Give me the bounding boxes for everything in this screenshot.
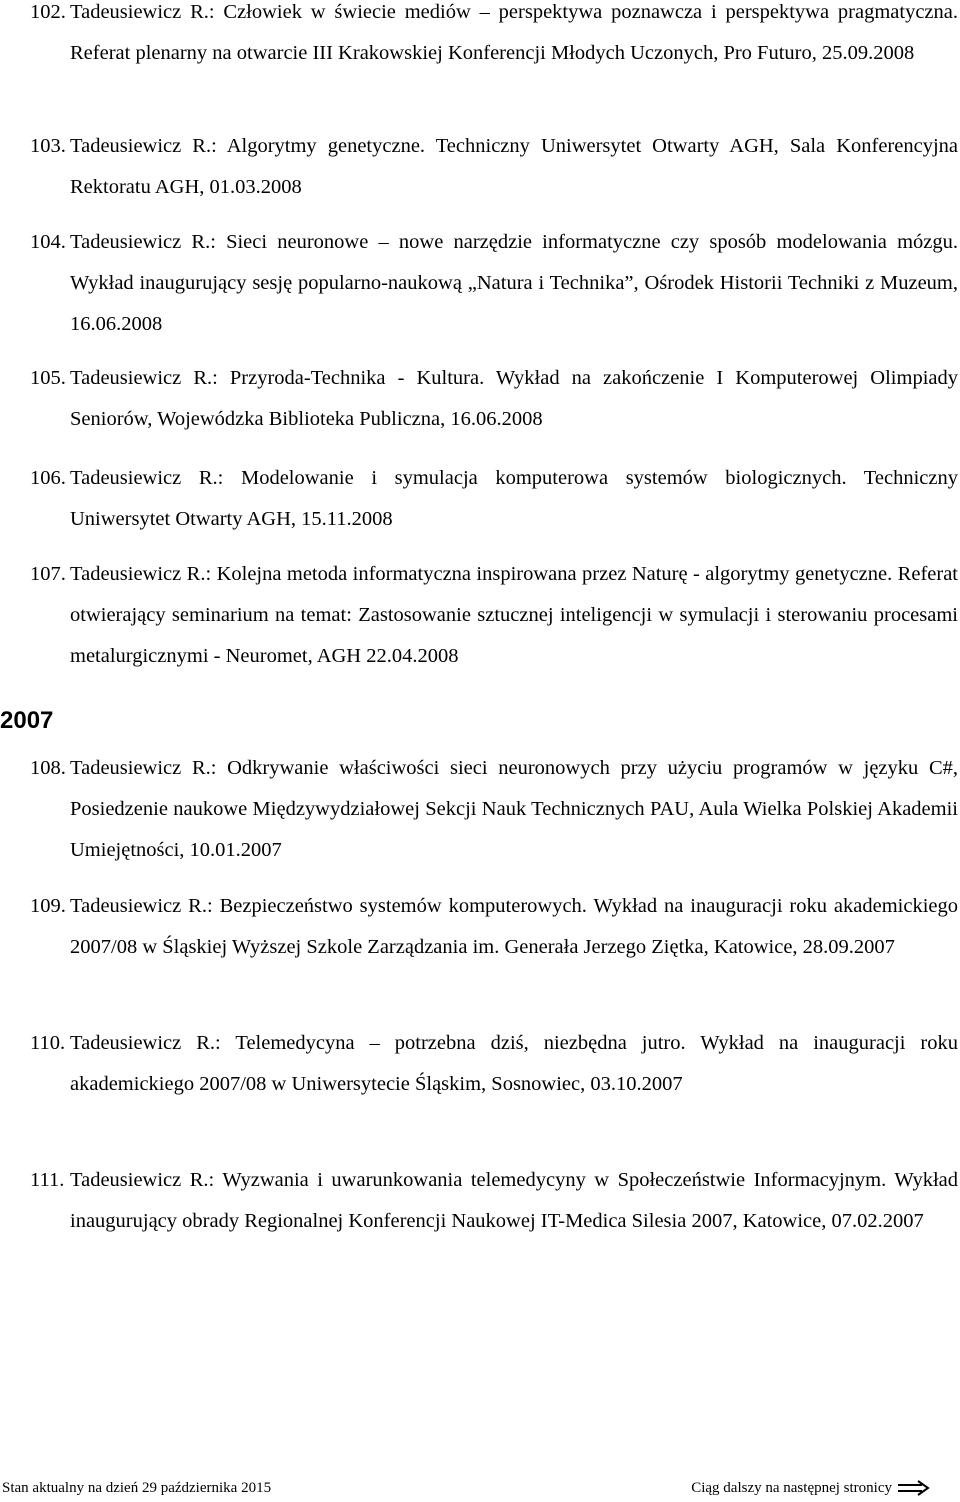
- entry-number: 111.: [30, 1169, 65, 1191]
- footer-continued: [691, 1478, 932, 1498]
- entry-111: [30, 1160, 958, 1242]
- entry-text: Tadeusiewicz R.: Kolejna metoda informatyczna inspirowana przez Naturę - algorytmy genetyczne. Referat otwierający seminarium na temat: Zastosowanie sztucznej inteligencji w symulacji i sterowaniu procesami metalurgicznymi - Neuromet, AGH 22.04.2008: [70, 563, 958, 667]
- entry-number: 110.: [30, 1032, 66, 1054]
- entry-text: Tadeusiewicz R.: Człowiek w świecie mediów – perspektywa poznawcza i perspektywa pragmatyczna. Referat plenarny na otwarcie III Krakowskiej Konferencji Młodych Uczonych, Pro Futuro, 25.09.2008: [70, 1, 958, 64]
- entry-text: Tadeusiewicz R.: Wyzwania i uwarunkowania telemedycyny w Społeczeństwie Informacyjnym. Wykład inaugurujący obrady Regionalnej Konferencji Naukowej IT-Medica Silesia 2007, Katowice, 07.02.2007: [70, 1169, 958, 1232]
- entry-104: [30, 222, 958, 345]
- entry-number: 102.: [30, 1, 66, 23]
- entry-109: [30, 886, 958, 968]
- entry-text: Tadeusiewicz R.: Odkrywanie właściwości sieci neuronowych przy użyciu programów w języku C#, Posiedzenie naukowe Międzywydziałowej Sekcji Nauk Technicznych PAU, Aula Wielka Polskiej Akademii Umiejętności, 10.01.2007: [70, 757, 958, 861]
- year-heading: 2007: [0, 707, 54, 734]
- entry-number: 106.: [30, 467, 66, 489]
- entry-number: 105.: [30, 367, 66, 389]
- entry-text: Tadeusiewicz R.: Algorytmy genetyczne. Techniczny Uniwersytet Otwarty AGH, Sala Konferencyjna Rektoratu AGH, 01.03.2008: [70, 135, 958, 198]
- entry-108: [30, 748, 958, 871]
- entry-102: [30, 0, 958, 74]
- entry-103: [30, 126, 958, 208]
- entry-number: 103.: [30, 135, 66, 157]
- entry-number: 107.: [30, 563, 66, 585]
- entry-106: [30, 458, 958, 540]
- entry-number: 109.: [30, 895, 66, 917]
- entry-110: [30, 1023, 958, 1105]
- entry-107: [30, 554, 958, 677]
- entry-number: 108.: [30, 757, 66, 779]
- double-arrow-right-icon: [896, 1480, 932, 1496]
- entry-text: Tadeusiewicz R.: Bezpieczeństwo systemów komputerowych. Wykład na inauguracji roku akademickiego 2007/08 w Śląskiej Wyższej Szkole Zarządzania im. Generała Jerzego Ziętka, Katowice, 28.09.2007: [70, 895, 958, 958]
- entry-text: Tadeusiewicz R.: Modelowanie i symulacja komputerowa systemów biologicznych. Techniczny Uniwersytet Otwarty AGH, 15.11.2008: [70, 467, 958, 530]
- footer-status: Stan aktualny na dzień 29 października 2015: [2, 1480, 272, 1496]
- entry-text: Tadeusiewicz R.: Sieci neuronowe – nowe narzędzie informatyczne czy sposób modelowania mózgu. Wykład inaugurujący sesję popularno-naukową „Natura i Technika”, Ośrodek Historii Techniki z Muzeum, 16.06.2008: [70, 231, 958, 335]
- footer-continued-label: Ciąg dalszy na następnej stronicy: [691, 1480, 892, 1496]
- entry-text: Tadeusiewicz R.: Telemedycyna – potrzebna dziś, niezbędna jutro. Wykład na inauguracji roku akademickiego 2007/08 w Uniwersytecie Śląskim, Sosnowiec, 03.10.2007: [70, 1032, 958, 1095]
- entry-text: Tadeusiewicz R.: Przyroda-Technika - Kultura. Wykład na zakończenie I Komputerowej Olimpiady Seniorów, Wojewódzka Biblioteka Publiczna, 16.06.2008: [70, 367, 958, 430]
- entry-number: 104.: [30, 231, 66, 253]
- entry-105: [30, 358, 958, 440]
